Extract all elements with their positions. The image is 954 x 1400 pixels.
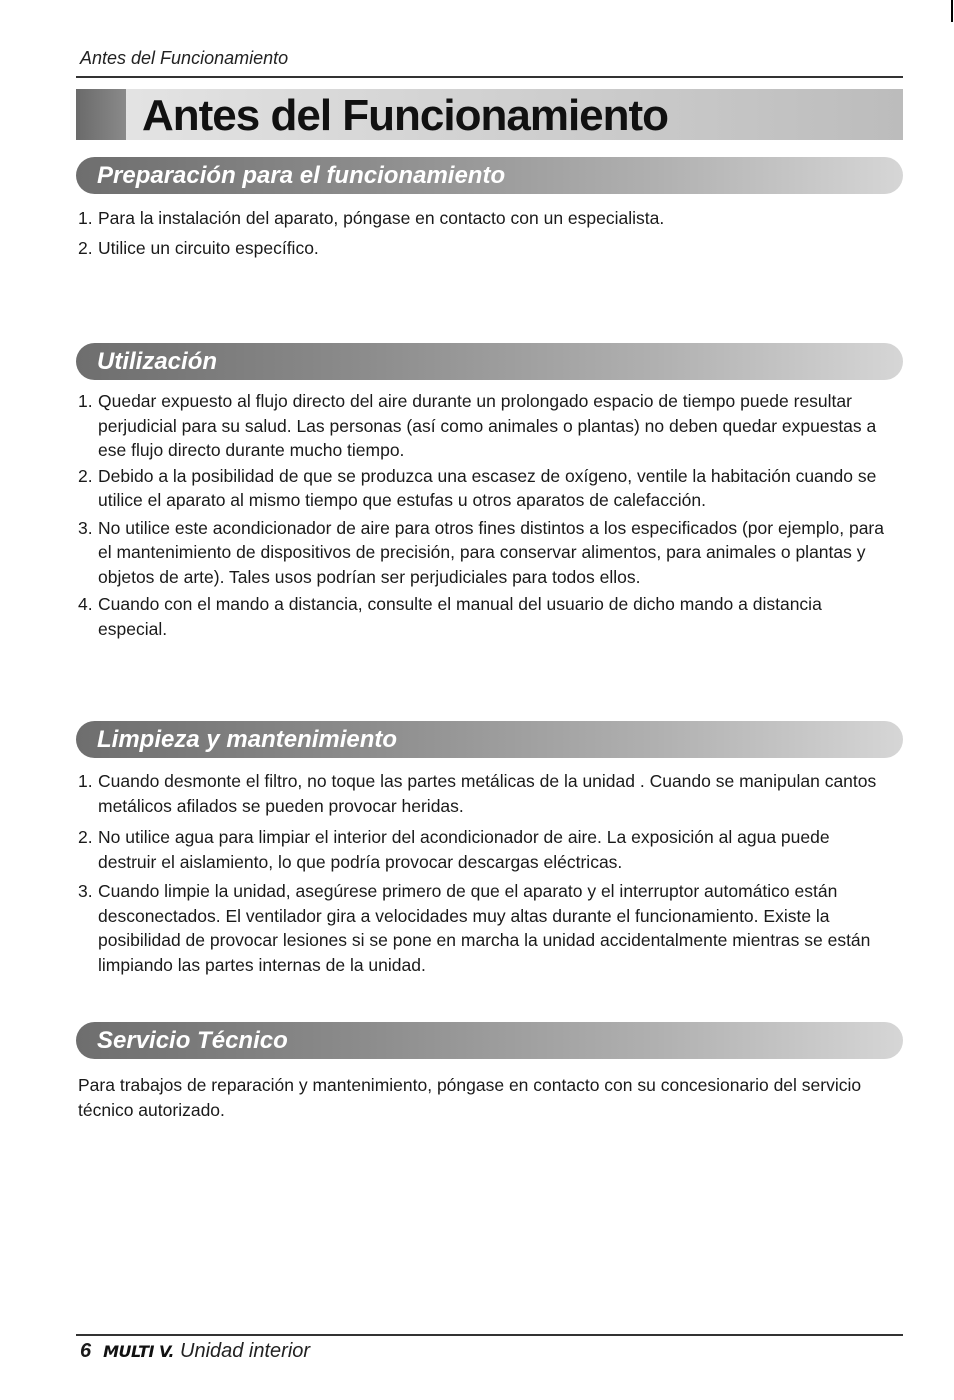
servicio-paragraph: Para trabajos de reparación y mantenimiento, póngase en contacto con su concesionario del servicio técnico autorizado. (78, 1075, 862, 1120)
list-item (78, 879, 890, 977)
preparacion-list (78, 205, 890, 261)
section-heading-servicio (76, 1022, 903, 1059)
list-item (78, 389, 890, 463)
item-text: No utilice agua para limpiar el interior del acondicionador de aire. La exposición al agua puede destruir el aislamiento, lo que podría provocar descargas eléctricas. (98, 827, 830, 872)
item-number: 2. (78, 465, 93, 486)
page-footer (80, 1340, 310, 1366)
title-accent-block (76, 89, 126, 140)
multi-v-logo: MULTI V. (103, 1342, 174, 1361)
item-text: No utilice este acondicionador de aire para otros fines distintos a los especificados (por ejemplo, para el mantenimiento de dispositivos de precisión, para conservar alimentos, para animales o plantas y objetos de arte). Tales usos podrían ser perjudiciales para todos ellos. (98, 517, 884, 587)
section-heading-limpieza (76, 721, 903, 758)
footer-rule (76, 1334, 903, 1336)
item-number: 1. (78, 771, 93, 791)
list-item (78, 205, 890, 231)
page-title-bar (76, 89, 903, 140)
section-heading-label: Servicio Técnico (97, 1027, 288, 1054)
item-text: Para la instalación del aparato, póngase en contacto con un especialista. (98, 208, 665, 228)
list-item (78, 235, 890, 261)
item-text: Cuando con el mando a distancia, consulte el manual del usuario de dicho mando a distancia especial. (98, 594, 822, 639)
item-text: Quedar expuesto al flujo directo del aire durante un prolongado espacio de tiempo puede resultar perjudicial para su salud. Las personas (así como animales o plantas) no deben quedar expuestas a ese flujo directo durante mucho tiempo. (98, 391, 877, 460)
list-item (78, 592, 890, 641)
limpieza-list (78, 769, 890, 977)
section-heading-label: Limpieza y mantenimiento (97, 726, 398, 753)
section-heading-label: Preparación para el funcionamiento (97, 162, 506, 189)
section-heading-utilizacion (76, 343, 903, 380)
item-number: 3. (78, 517, 93, 538)
section-heading-preparacion (76, 157, 903, 194)
item-number: 4. (78, 594, 93, 614)
header-rule (76, 76, 903, 78)
item-number: 3. (78, 881, 93, 901)
footer-text: Unidad interior (180, 1340, 311, 1362)
item-number: 2. (78, 827, 93, 847)
list-item (78, 464, 890, 513)
section-heading-label: Utilización (97, 348, 218, 375)
page-number: 6 (80, 1340, 92, 1362)
list-item (78, 769, 890, 818)
item-number: 2. (78, 238, 93, 258)
list-item (78, 516, 890, 590)
item-text: Debido a la posibilidad de que se produzca una escasez de oxígeno, ventile la habitación cuando se utilice el aparato al mismo tiempo que estufas u otros aparatos de calefacción. (98, 465, 877, 510)
crop-mark (951, 0, 953, 22)
running-header: Antes del Funcionamiento (80, 48, 289, 68)
item-number: 1. (78, 391, 93, 411)
item-text: Cuando limpie la unidad, asegúrese primero de que el aparato y el interruptor automático están desconectados. El ventilador gira a velocidades muy altas durante el funcionamiento. Existe la posibilidad de provocar lesiones si se pone en marcha la unidad accidentalmente mientras se están limpiando las partes internas de la unidad. (98, 881, 871, 975)
item-number: 1. (78, 208, 93, 228)
utilizacion-list (78, 389, 890, 641)
item-text: Utilice un circuito específico. (98, 238, 319, 258)
page-title: Antes del Funcionamiento (142, 91, 669, 140)
item-text: Cuando desmonte el filtro, no toque las partes metálicas de la unidad . Cuando se manipulan cantos metálicos afilados se pueden provocar heridas. (98, 771, 877, 816)
list-item (78, 825, 890, 874)
